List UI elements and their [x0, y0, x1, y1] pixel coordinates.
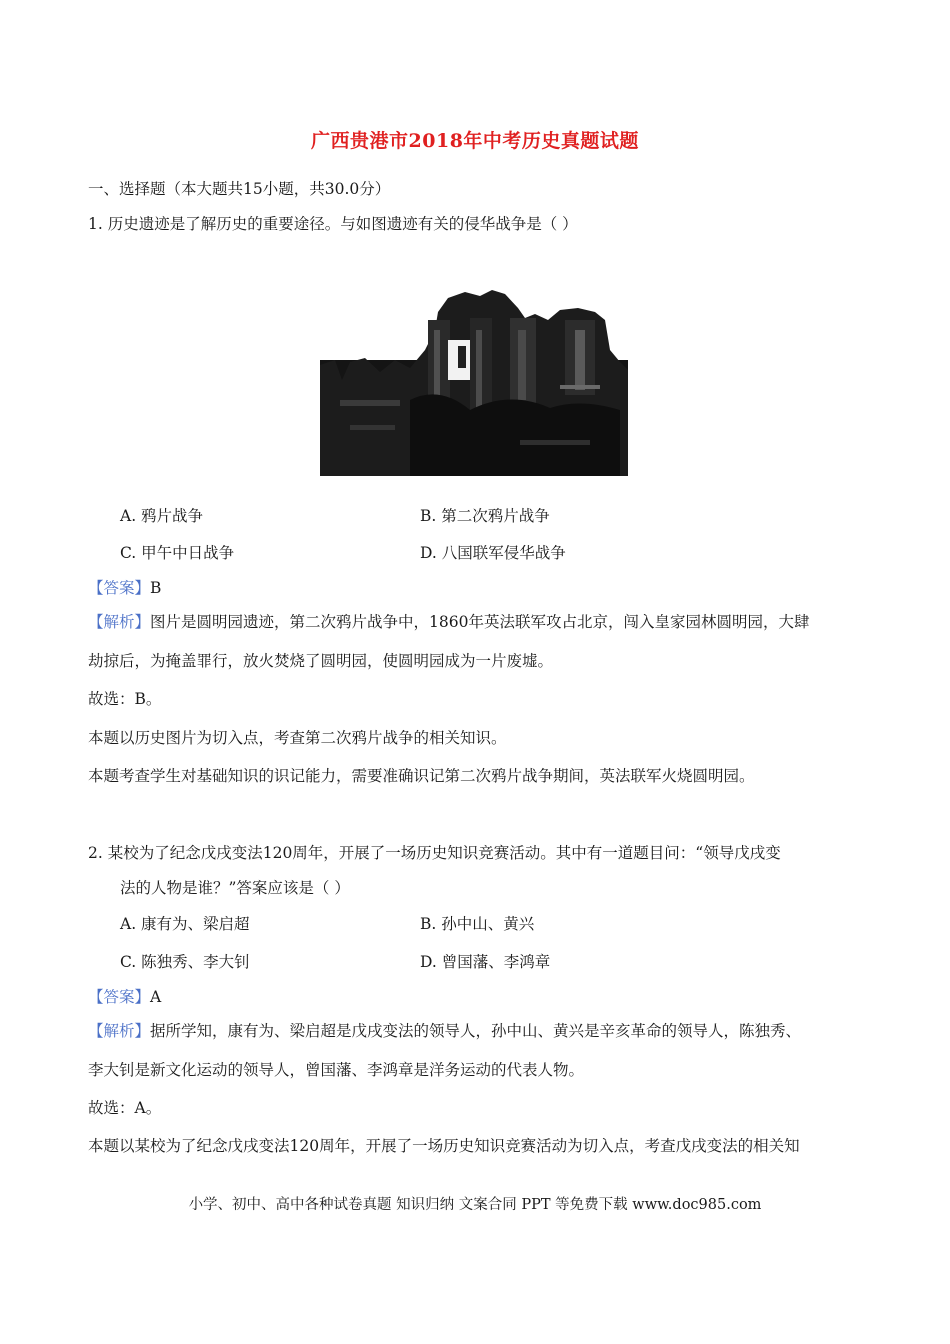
- ruins-photo: [320, 290, 628, 476]
- q1-stem: 1. 历史遗迹是了解历史的重要途径。与如图遗迹有关的侵华战争是（ ）: [88, 215, 578, 233]
- section-heading: 一、选择题（本大题共15小题，共30.0分）: [88, 180, 391, 198]
- q2-option-a: A. 康有为、梁启超: [120, 915, 250, 933]
- q2-answer: [88, 986, 161, 1008]
- q2-analysis-line-1: [88, 1020, 801, 1042]
- answer-tag: 【答案】: [88, 579, 151, 597]
- q1-analysis-line-1: [88, 611, 809, 633]
- q1-option-b: B. 第二次鸦片战争: [420, 507, 550, 525]
- q1-option-d: D. 八国联军侵华战争: [420, 544, 566, 562]
- page-footer: 小学、初中、高中各种试卷真题 知识归纳 文案合同 PPT 等免费下载 www.doc985.com: [188, 1197, 762, 1213]
- q1-answer-value: B: [150, 579, 162, 597]
- q2-option-d: D. 曾国藩、李鸿章: [420, 953, 551, 971]
- q2-analysis-line-2: 李大钊是新文化运动的领导人，曾国藩、李鸿章是洋务运动的代表人物。: [88, 1061, 585, 1079]
- analysis-tag: 【解析】: [88, 1022, 151, 1040]
- q1-option-a: A. 鸦片战争: [120, 507, 204, 525]
- q2-analysis-text-1: 据所学知，康有为、梁启超是戊戌变法的领导人，孙中山、黄兴是辛亥革命的领导人，陈独秀、: [150, 1022, 802, 1040]
- q1-note-2: 本题考查学生对基础知识的识记能力，需要准确识记第二次鸦片战争期间，英法联军火烧圆明园。: [88, 767, 755, 785]
- q2-option-c: C. 陈独秀、李大钊: [120, 953, 250, 971]
- q1-answer: [88, 577, 161, 599]
- q1-option-c: C. 甲午中日战争: [120, 544, 235, 562]
- q2-note-1: 本题以某校为了纪念戊戌变法120周年，开展了一场历史知识竞赛活动为切入点，考查戊戌变法的相关知: [88, 1137, 800, 1155]
- q2-option-b: B. 孙中山、黄兴: [420, 915, 535, 933]
- q1-analysis-line-2: 劫掠后，为掩盖罪行，放火焚烧了圆明园，使圆明园成为一片废墟。: [88, 652, 554, 670]
- q1-note-1: 本题以历史图片为切入点，考查第二次鸦片战争的相关知识。: [88, 729, 507, 747]
- answer-tag: 【答案】: [88, 988, 151, 1006]
- q1-choice: 故选：B。: [88, 690, 162, 708]
- q1-analysis-text-1: 图片是圆明园遗迹，第二次鸦片战争中，1860年英法联军攻占北京，闯入皇家园林圆明园，大肆: [150, 613, 810, 631]
- analysis-tag: 【解析】: [88, 613, 151, 631]
- document-title: 广西贵港市2018年中考历史真题试题: [311, 130, 639, 152]
- q2-stem-line-1: 2. 某校为了纪念戊戌变法120周年，开展了一场历史知识竞赛活动。其中有一道题目问：“领导戊戌变: [88, 844, 781, 862]
- q2-answer-value: A: [150, 988, 162, 1006]
- q2-stem-line-2: 法的人物是谁？”答案应该是（ ）: [120, 879, 350, 897]
- q2-choice: 故选：A。: [88, 1099, 162, 1117]
